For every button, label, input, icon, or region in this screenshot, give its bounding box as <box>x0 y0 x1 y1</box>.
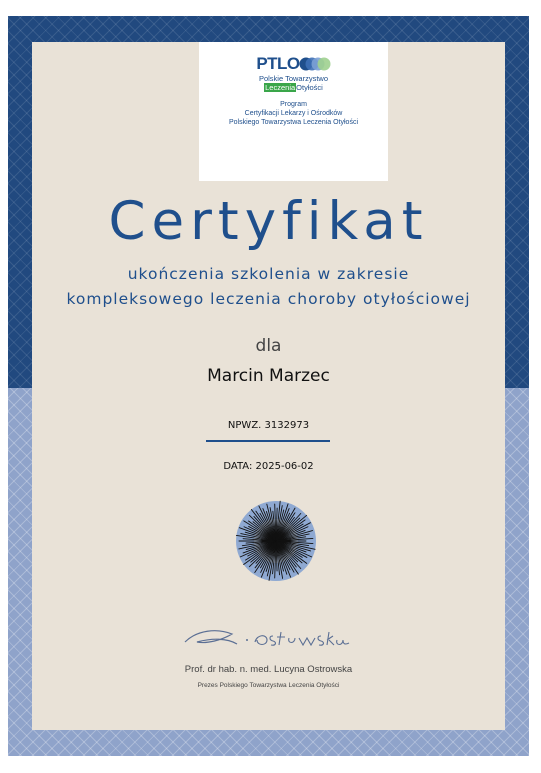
program-line2: Certyfikacji Lekarzy i Ośrodków <box>244 110 343 117</box>
for-label: dla <box>255 336 282 356</box>
logo-box <box>199 42 388 181</box>
certificate-panel <box>32 42 505 730</box>
logo-brand-text: PTLO <box>256 54 300 73</box>
npwz-number: NPWZ. 3132973 <box>227 420 310 431</box>
certificate-title: Certyfikat <box>108 191 429 252</box>
npwz-underline <box>206 440 330 442</box>
signature-icon <box>177 620 357 650</box>
program-line1: Program <box>280 101 307 108</box>
recipient-name: Marcin Marzec <box>207 366 330 386</box>
signer-name: Prof. dr hab. n. med. Lucyna Ostrowska <box>184 664 353 675</box>
subtitle-line2: kompleksowego leczenia choroby otyłościowej <box>66 290 471 308</box>
logo-org-highlight: Leczenia <box>265 83 296 92</box>
subtitle-line1: ukończenia szkolenia w zakresie <box>127 265 410 283</box>
ptlo-logo <box>199 54 388 74</box>
certificate-date: DATA: 2025-06-02 <box>223 461 314 472</box>
ptlo-logo-rings-icon <box>299 55 331 73</box>
certificate-subtitle <box>32 262 505 312</box>
program-line3: Polskiego Towarzystwa Leczenia Otyłości <box>228 119 359 126</box>
logo-org-rest: Otyłości <box>296 83 323 92</box>
logo-org-line1: Polskie Towarzystwo <box>258 74 329 83</box>
logo-org-line2 <box>199 83 388 92</box>
starburst-emblem-icon <box>231 496 321 586</box>
certificate-frame <box>8 16 529 756</box>
signer-role: Prezes Polskiego Towarzystwa Leczenia Otyłości <box>197 682 340 689</box>
